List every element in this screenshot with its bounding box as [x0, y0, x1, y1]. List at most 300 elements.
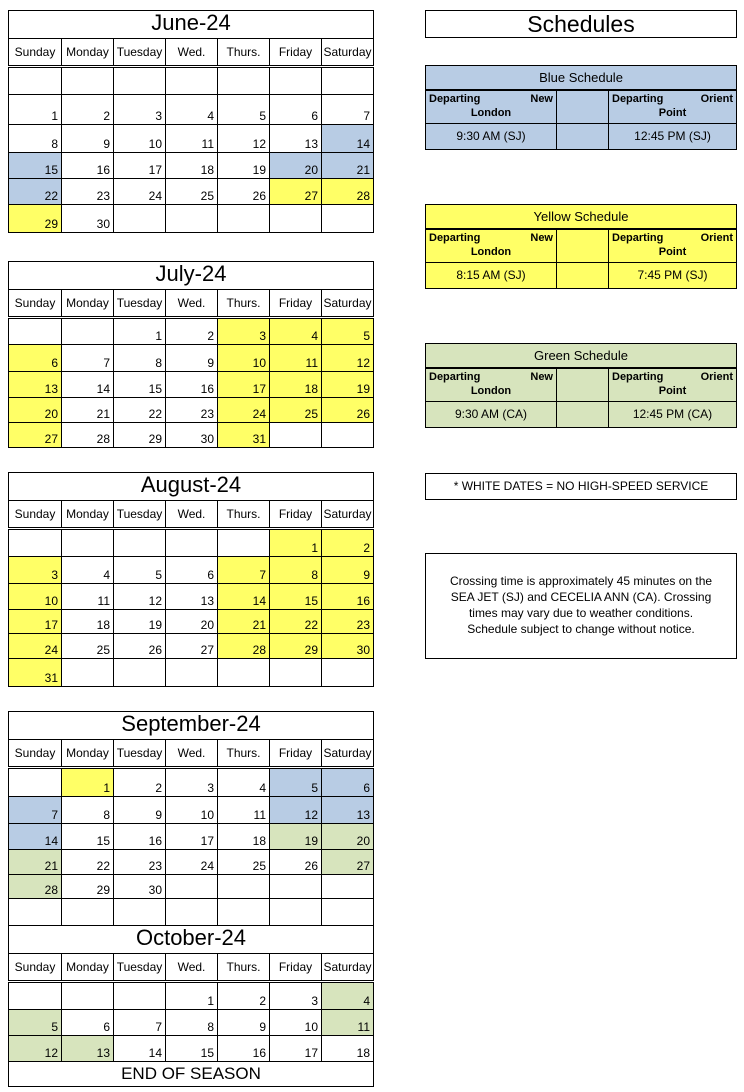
header-text: Departing	[429, 371, 481, 383]
calendar-day-cell	[321, 318, 374, 345]
day-number: 3	[155, 109, 162, 123]
calendar-day-cell	[61, 152, 114, 179]
calendar-day-cell	[61, 344, 114, 372]
day-number: 5	[311, 781, 318, 795]
calendar-day-cell	[217, 1009, 270, 1036]
day-number: 28	[96, 432, 110, 446]
calendar-day-cell	[217, 982, 270, 1010]
calendar-day-cell	[8, 556, 62, 584]
calendar-day-cell	[61, 67, 114, 95]
day-number: 14	[96, 382, 110, 396]
calendar-day-cell	[217, 658, 270, 687]
weekday-header: Wed.	[165, 38, 218, 66]
calendar-title: September-24	[8, 711, 374, 739]
spacer-cell	[556, 368, 609, 402]
day-number: 24	[252, 407, 266, 421]
calendar-day-cell	[321, 823, 374, 850]
calendar-day-cell	[113, 823, 166, 850]
spacer-cell	[556, 90, 609, 124]
calendar-day-cell	[269, 371, 322, 398]
calendar-day-cell	[165, 1009, 218, 1036]
header-text: Orient	[700, 93, 733, 105]
calendar-day-cell	[113, 124, 166, 153]
calendar-day-cell	[8, 397, 62, 423]
day-number: 4	[207, 109, 214, 123]
spacer-cell	[556, 401, 609, 428]
calendar-day-cell	[113, 529, 166, 557]
calendar-day-cell	[217, 422, 270, 448]
calendar-day-cell	[61, 94, 114, 125]
calendar-day-cell	[113, 556, 166, 584]
calendar-day-cell	[165, 658, 218, 687]
calendar-day-cell	[321, 67, 374, 95]
day-number: 16	[200, 382, 214, 396]
end-of-season-label: END OF SEASON	[8, 1061, 374, 1087]
day-number: 23	[356, 618, 370, 632]
weekday-header: Monday	[61, 953, 114, 981]
calendar-day-cell	[113, 67, 166, 95]
calendar-day-cell	[8, 1009, 62, 1036]
calendar-day-cell	[269, 1035, 322, 1062]
calendar-day-cell	[8, 768, 62, 797]
day-number: 11	[357, 1020, 370, 1034]
calendar-day-cell	[113, 898, 166, 926]
day-number: 15	[304, 594, 318, 608]
depart-left-header	[425, 368, 557, 402]
weekday-header: Friday	[269, 289, 322, 317]
day-number: 17	[200, 834, 214, 848]
calendar-day-cell	[321, 422, 374, 448]
header-text: London	[470, 385, 512, 397]
day-number: 15	[148, 382, 162, 396]
day-number: 2	[259, 994, 266, 1008]
day-number: 4	[363, 994, 370, 1008]
day-number: 7	[103, 356, 110, 370]
calendar-day-cell	[61, 178, 114, 205]
calendar-day-cell	[8, 796, 62, 824]
day-number: 7	[155, 1020, 162, 1034]
weekday-header: Tuesday	[113, 739, 166, 767]
calendar-day-cell	[113, 1035, 166, 1062]
day-number: 11	[97, 594, 110, 608]
calendar-day-cell	[217, 1035, 270, 1062]
calendar-day-cell	[165, 609, 218, 634]
calendar-day-cell	[113, 796, 166, 824]
calendar-day-cell	[321, 94, 374, 125]
calendar-day-cell	[8, 178, 62, 205]
weekday-header: Thurs.	[217, 500, 270, 528]
day-number: 2	[155, 781, 162, 795]
calendar-day-cell	[61, 874, 114, 899]
calendar-day-cell	[217, 178, 270, 205]
calendar-day-cell	[165, 1035, 218, 1062]
departure-time-new-london: 9:30 AM (SJ)	[425, 123, 557, 150]
calendar-day-cell	[321, 849, 374, 875]
weekday-header: Wed.	[165, 289, 218, 317]
day-number: 18	[200, 163, 214, 177]
calendar-day-cell	[269, 529, 322, 557]
day-number: 14	[44, 834, 58, 848]
calendar-day-cell	[269, 633, 322, 659]
calendar-day-cell	[217, 318, 270, 345]
day-number: 8	[155, 356, 162, 370]
calendar-day-cell	[321, 371, 374, 398]
spacer-cell	[556, 123, 609, 150]
calendar-day-cell	[321, 583, 374, 610]
calendar-day-cell	[217, 67, 270, 95]
calendar-day-cell	[217, 898, 270, 926]
departure-time-orient-point: 12:45 PM (CA)	[608, 401, 737, 428]
day-number: 28	[252, 643, 266, 657]
day-number: 14	[252, 594, 266, 608]
calendar-day-cell	[61, 982, 114, 1010]
day-number: 21	[356, 163, 370, 177]
calendar-day-cell	[269, 583, 322, 610]
calendar-day-cell	[8, 849, 62, 875]
calendar-day-cell	[165, 318, 218, 345]
day-number: 13	[44, 382, 58, 396]
weekday-header: Friday	[269, 739, 322, 767]
calendar-day-cell	[217, 849, 270, 875]
calendar-day-cell	[165, 152, 218, 179]
calendar-day-cell	[8, 371, 62, 398]
calendar-day-cell	[61, 397, 114, 423]
calendar-day-cell	[61, 823, 114, 850]
calendar-day-cell	[321, 898, 374, 926]
day-number: 23	[200, 407, 214, 421]
day-number: 18	[96, 618, 110, 632]
calendar-day-cell	[165, 529, 218, 557]
calendar-day-cell	[321, 178, 374, 205]
crossing-note-line: times may vary due to weather conditions.	[468, 606, 694, 620]
calendar-day-cell	[269, 609, 322, 634]
calendar-day-cell	[269, 898, 322, 926]
calendar-day-cell	[8, 898, 62, 926]
calendar-day-cell	[269, 94, 322, 125]
day-number: 5	[259, 109, 266, 123]
calendar-day-cell	[61, 1035, 114, 1062]
header-text: Point	[658, 246, 687, 258]
day-number: 15	[96, 834, 110, 848]
day-number: 12	[44, 1046, 58, 1060]
weekday-header: Friday	[269, 500, 322, 528]
day-number: 30	[96, 217, 110, 231]
calendar-day-cell	[61, 633, 114, 659]
header-text: London	[470, 107, 512, 119]
calendar-day-cell	[113, 849, 166, 875]
schedule-name: Green Schedule	[425, 343, 737, 368]
calendar-day-cell	[217, 94, 270, 125]
day-number: 3	[311, 994, 318, 1008]
header-text: New	[530, 232, 553, 244]
weekday-header: Sunday	[8, 500, 62, 528]
calendar-day-cell	[8, 823, 62, 850]
calendar-day-cell	[61, 124, 114, 153]
calendar-day-cell	[113, 344, 166, 372]
day-number: 14	[148, 1046, 162, 1060]
day-number: 2	[103, 109, 110, 123]
day-number: 26	[148, 643, 162, 657]
calendar-day-cell	[269, 1009, 322, 1036]
calendar-title: August-24	[8, 472, 374, 500]
day-number: 16	[252, 1046, 266, 1060]
calendar-day-cell	[321, 344, 374, 372]
calendar-day-cell	[8, 529, 62, 557]
calendar-day-cell	[165, 67, 218, 95]
depart-left-header	[425, 90, 557, 124]
calendar-day-cell	[113, 152, 166, 179]
day-number: 1	[155, 329, 162, 343]
calendar-day-cell	[321, 609, 374, 634]
day-number: 10	[148, 137, 162, 151]
calendar-day-cell	[61, 1009, 114, 1036]
day-number: 26	[304, 859, 318, 873]
calendar-day-cell	[113, 204, 166, 233]
calendar-day-cell	[8, 874, 62, 899]
calendar-day-cell	[113, 874, 166, 899]
spacer-cell	[556, 229, 609, 263]
day-number: 24	[148, 189, 162, 203]
calendar-day-cell	[269, 768, 322, 797]
day-number: 26	[252, 189, 266, 203]
calendar-day-cell	[321, 1035, 374, 1062]
day-number: 15	[44, 163, 58, 177]
calendar-title: June-24	[8, 10, 374, 38]
depart-left-header	[425, 229, 557, 263]
calendar-day-cell	[165, 768, 218, 797]
calendar-day-cell	[8, 583, 62, 610]
calendar-day-cell	[321, 152, 374, 179]
schedules-title: Schedules	[425, 10, 737, 38]
calendar-day-cell	[165, 344, 218, 372]
schedule-name: Blue Schedule	[425, 65, 737, 90]
calendar-day-cell	[217, 529, 270, 557]
day-number: 19	[304, 834, 318, 848]
day-number: 27	[200, 643, 214, 657]
day-number: 20	[200, 618, 214, 632]
day-number: 5	[51, 1020, 58, 1034]
calendar-day-cell	[8, 204, 62, 233]
day-number: 28	[44, 883, 58, 897]
calendar-day-cell	[269, 796, 322, 824]
weekday-header: Tuesday	[113, 500, 166, 528]
day-number: 30	[200, 432, 214, 446]
calendar-day-cell	[113, 422, 166, 448]
calendar-day-cell	[61, 422, 114, 448]
weekday-header: Wed.	[165, 953, 218, 981]
calendar-day-cell	[269, 982, 322, 1010]
calendar-day-cell	[113, 371, 166, 398]
white-dates-note: * WHITE DATES = NO HIGH-SPEED SERVICE	[425, 473, 737, 500]
day-number: 8	[103, 808, 110, 822]
calendar-day-cell	[8, 152, 62, 179]
calendar-day-cell	[217, 204, 270, 233]
header-text: Point	[658, 107, 687, 119]
weekday-header: Wed.	[165, 739, 218, 767]
weekday-header: Friday	[269, 953, 322, 981]
day-number: 18	[356, 1046, 370, 1060]
depart-right-header	[608, 368, 737, 402]
day-number: 16	[356, 594, 370, 608]
weekday-header: Sunday	[8, 953, 62, 981]
day-number: 1	[207, 994, 214, 1008]
calendar-day-cell	[217, 823, 270, 850]
day-number: 19	[148, 618, 162, 632]
day-number: 29	[148, 432, 162, 446]
day-number: 26	[356, 407, 370, 421]
header-text: Point	[658, 385, 687, 397]
calendar-day-cell	[8, 658, 62, 687]
day-number: 8	[207, 1020, 214, 1034]
calendar-day-cell	[269, 124, 322, 153]
day-number: 22	[148, 407, 162, 421]
calendar-day-cell	[165, 898, 218, 926]
weekday-header: Saturday	[321, 739, 374, 767]
crossing-note-line: Schedule subject to change without notice.	[467, 622, 695, 636]
calendar-day-cell	[165, 849, 218, 875]
day-number: 24	[44, 643, 58, 657]
weekday-header: Thurs.	[217, 289, 270, 317]
calendar-day-cell	[113, 609, 166, 634]
header-text: Departing	[612, 371, 664, 383]
day-number: 29	[96, 883, 110, 897]
calendar-day-cell	[269, 318, 322, 345]
calendar-day-cell	[269, 422, 322, 448]
calendar-day-cell	[113, 982, 166, 1010]
day-number: 3	[51, 568, 58, 582]
day-number: 18	[252, 834, 266, 848]
header-text: New	[530, 371, 553, 383]
day-number: 21	[44, 859, 58, 873]
header-text: Departing	[612, 232, 664, 244]
calendar-day-cell	[217, 397, 270, 423]
day-number: 12	[356, 356, 370, 370]
crossing-note-line: SEA JET (SJ) and CECELIA ANN (CA). Crossing	[450, 590, 712, 604]
calendar-day-cell	[61, 898, 114, 926]
calendar-title: October-24	[8, 925, 374, 953]
calendar-day-cell	[321, 124, 374, 153]
weekday-header: Saturday	[321, 289, 374, 317]
weekday-header: Thurs.	[217, 38, 270, 66]
calendar-day-cell	[165, 874, 218, 899]
day-number: 19	[356, 382, 370, 396]
calendar-day-cell	[269, 344, 322, 372]
calendar-day-cell	[165, 633, 218, 659]
day-number: 6	[51, 356, 58, 370]
calendar-day-cell	[321, 633, 374, 659]
day-number: 1	[51, 109, 58, 123]
calendar-day-cell	[8, 124, 62, 153]
day-number: 13	[200, 594, 214, 608]
day-number: 22	[96, 859, 110, 873]
calendar-day-cell	[269, 849, 322, 875]
calendar-title: July-24	[8, 261, 374, 289]
calendar-day-cell	[61, 768, 114, 797]
spacer-cell	[556, 262, 609, 289]
calendar-day-cell	[321, 768, 374, 797]
day-number: 11	[253, 808, 266, 822]
departure-time-orient-point: 7:45 PM (SJ)	[608, 262, 737, 289]
day-number: 10	[252, 356, 266, 370]
day-number: 7	[363, 109, 370, 123]
weekday-header: Monday	[61, 289, 114, 317]
day-number: 8	[51, 137, 58, 151]
day-number: 9	[363, 568, 370, 582]
calendar-day-cell	[269, 67, 322, 95]
calendar-day-cell	[321, 204, 374, 233]
day-number: 22	[44, 189, 58, 203]
weekday-header: Tuesday	[113, 953, 166, 981]
calendar-day-cell	[61, 849, 114, 875]
day-number: 17	[44, 618, 58, 632]
header-text: Departing	[612, 93, 664, 105]
calendar-day-cell	[217, 583, 270, 610]
header-text: Departing	[429, 232, 481, 244]
calendar-day-cell	[8, 609, 62, 634]
calendar-day-cell	[61, 529, 114, 557]
day-number: 16	[148, 834, 162, 848]
day-number: 16	[96, 163, 110, 177]
calendar-day-cell	[217, 633, 270, 659]
calendar-day-cell	[165, 204, 218, 233]
calendar-day-cell	[217, 124, 270, 153]
calendar-day-cell	[321, 1009, 374, 1036]
day-number: 11	[305, 356, 318, 370]
calendar-day-cell	[8, 633, 62, 659]
day-number: 6	[363, 781, 370, 795]
weekday-header: Friday	[269, 38, 322, 66]
calendar-day-cell	[8, 344, 62, 372]
day-number: 31	[44, 671, 58, 685]
day-number: 25	[200, 189, 214, 203]
day-number: 12	[252, 137, 266, 151]
departure-time-new-london: 9:30 AM (CA)	[425, 401, 557, 428]
day-number: 6	[103, 1020, 110, 1034]
calendar-day-cell	[165, 371, 218, 398]
day-number: 13	[96, 1046, 110, 1060]
day-number: 2	[207, 329, 214, 343]
calendar-day-cell	[61, 204, 114, 233]
header-text: Departing	[429, 93, 481, 105]
calendar-day-cell	[217, 796, 270, 824]
calendar-day-cell	[61, 796, 114, 824]
day-number: 4	[259, 781, 266, 795]
calendar-day-cell	[165, 823, 218, 850]
day-number: 21	[252, 618, 266, 632]
day-number: 20	[44, 407, 58, 421]
day-number: 17	[252, 382, 266, 396]
weekday-header: Saturday	[321, 953, 374, 981]
day-number: 1	[311, 541, 318, 555]
day-number: 25	[96, 643, 110, 657]
calendar-day-cell	[113, 658, 166, 687]
calendar-day-cell	[61, 609, 114, 634]
calendar-day-cell	[165, 796, 218, 824]
day-number: 22	[304, 618, 318, 632]
weekday-header: Sunday	[8, 289, 62, 317]
calendar-day-cell	[217, 344, 270, 372]
day-number: 11	[201, 137, 214, 151]
day-number: 21	[96, 407, 110, 421]
day-number: 2	[363, 541, 370, 555]
day-number: 19	[252, 163, 266, 177]
day-number: 13	[356, 808, 370, 822]
day-number: 9	[155, 808, 162, 822]
calendar-day-cell	[217, 768, 270, 797]
departure-time-orient-point: 12:45 PM (SJ)	[608, 123, 737, 150]
day-number: 29	[304, 643, 318, 657]
calendar-day-cell	[165, 94, 218, 125]
